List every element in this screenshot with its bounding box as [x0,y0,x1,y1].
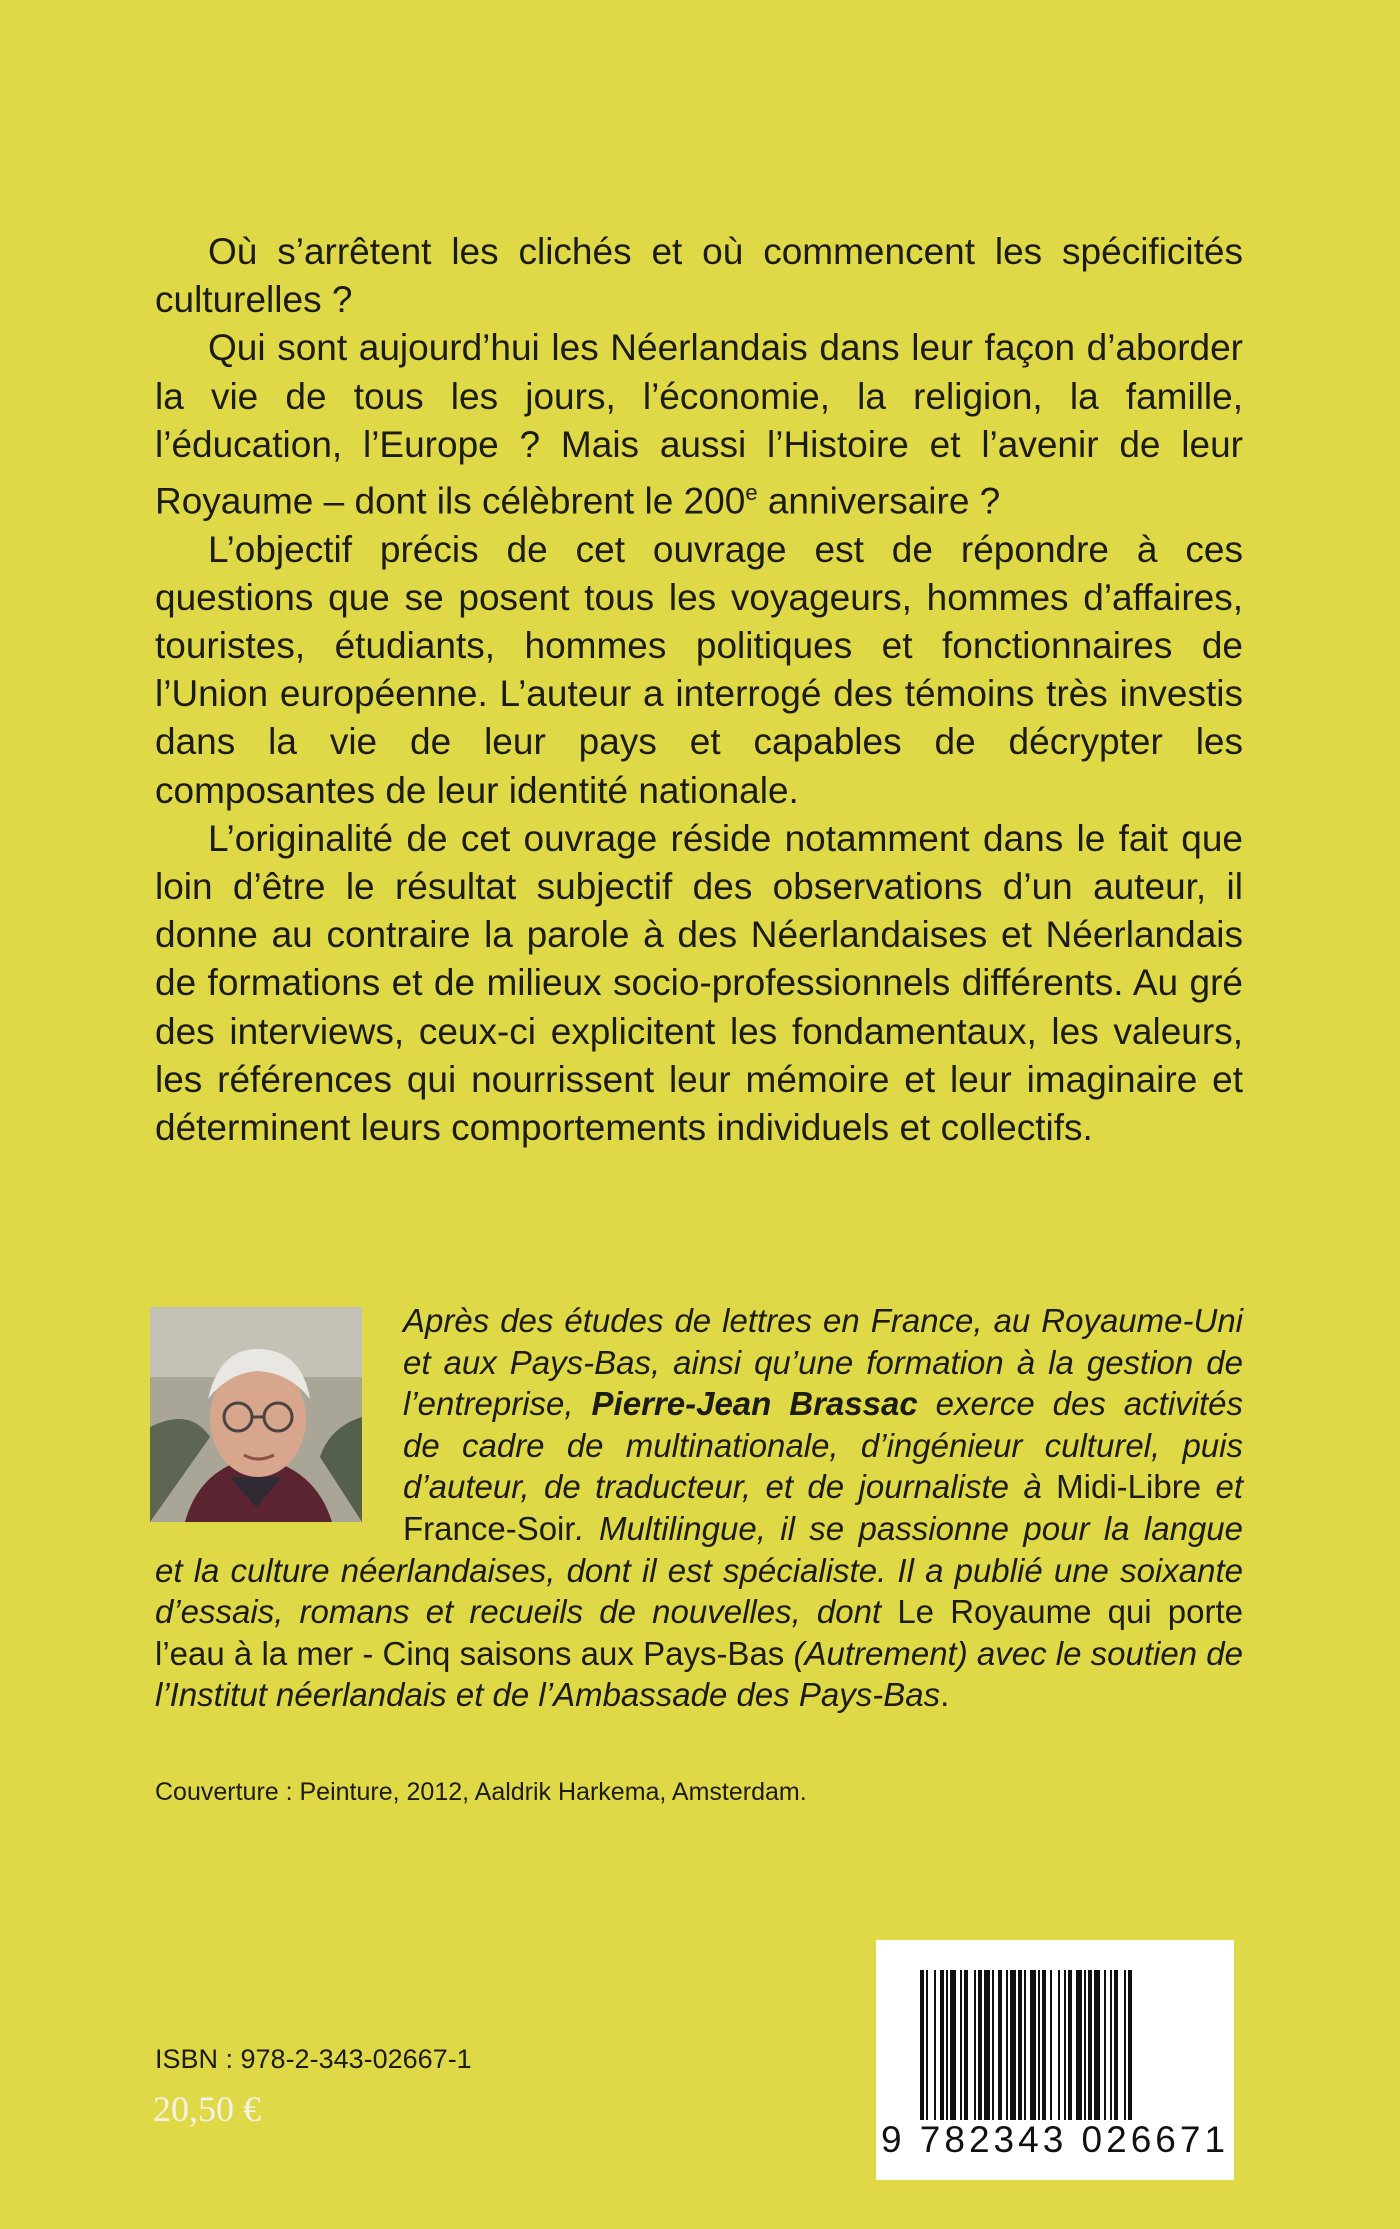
newspaper-2: France-Soir [403,1509,576,1547]
bio-and: et [1201,1468,1243,1506]
ordinal-superscript: e [745,480,758,506]
price: 20,50 € [153,2089,261,2129]
bio-intro: Après des études de lettres en France, au Royaume-Uni et aux Pays-Bas, ainsi qu’une formation à la gestion de l’entreprise, [403,1302,1243,1423]
barcode-number: 9 782343 026671 [880,2119,1230,2160]
back-cover-blurb [155,228,1243,1152]
blurb-p2-end: anniversaire ? [757,480,1001,522]
blurb-paragraph-3: L’objectif précis de cet ouvrage est de répondre à ces questions que se posent tous les voyageurs, hommes d’affaires, touristes, étudiants, hommes politiques et fonctionnaires de l’Union européenne. L’auteur a interrogé des témoins très investis dans la vie de leur pays et capables de décrypter les composantes de leur identité nationale. [155,528,1243,811]
author-portrait-illustration [150,1307,362,1522]
author-photo [150,1307,362,1522]
bio-end: . [940,1676,950,1714]
cover-credit: Couverture : Peinture, 2012, Aaldrik Harkema, Amsterdam. [155,1778,807,1806]
blurb-paragraph-4: L’originalité de cet ouvrage réside notamment dans le fait que loin d’être le résultat subjectif des observations d’un auteur, il donne au contraire la parole à des Néerlandaises et Néerlandais de formations et de milieux socio-professionnels différents. Au gré des interviews, ceux-ci explicitent les fondamentaux, les valeurs, les références qui nourrissent leur mémoire et leur imaginaire et déterminent leurs comportements individuels et collectifs. [155,817,1243,1148]
bio-mid-2: . Multilingue, il se passionne pour la langue et la culture néerlandaises, dont il est spécialiste. Il a publié une soixante d’essais, romans et recueils de nouvelles, dont [155,1509,1243,1631]
barcode [876,1940,1234,2180]
bio-publisher: (Autrement) avec le soutien de l’Institut néerlandais et de l’Ambassade des Pays-Bas [155,1634,1243,1714]
isbn: ISBN : 978-2-343-02667-1 [155,2044,472,2074]
author-name: Pierre-Jean Brassac [591,1385,918,1423]
blurb-paragraph-1: Où s’arrêtent les clichés et où commencent les spécificités culturelles ? [155,231,1243,321]
barcode-bars [920,1970,1190,2120]
book-title: Le Royaume qui porte l’eau à la mer - Cinq saisons aux Pays-Bas [155,1593,1244,1672]
blurb-paragraph-2 [155,324,1243,525]
newspaper-1: Midi-Libre [1056,1468,1202,1506]
blurb-p2-text: Qui sont aujourd’hui les Néerlandais dans leur façon d’aborder la vie de tous les jours, l’économie, la religion, la famille, l’éducation, l’Europe ? Mais aussi l’Histoire et l’avenir de leur Royaume – dont ils célèbrent le 200 [155,327,1243,522]
bio-mid-1: exerce des activités de cadre de multinationale, d’ingénieur culturel, puis d’auteur, de traducteur, et de journaliste à [403,1385,1244,1506]
